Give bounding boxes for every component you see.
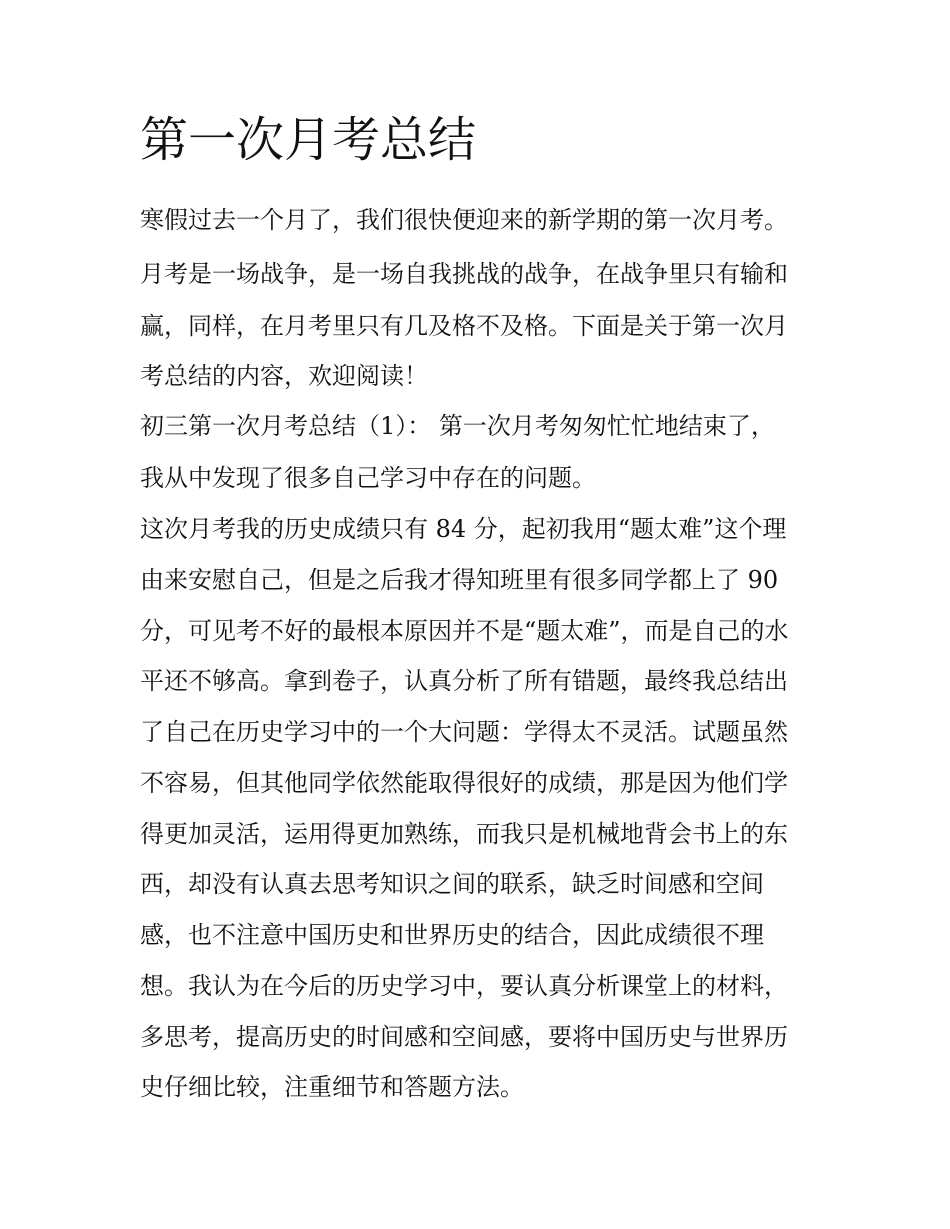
text-line: 想。我认为在今后的历史学习中，要认真分析课堂上的材料， bbox=[140, 972, 788, 1000]
text-line: 初三第一次月考总结（1）： 第一次月考匆匆忙忙地结束了， bbox=[140, 412, 775, 440]
document-title: 第一次月考总结 bbox=[140, 112, 477, 168]
text-line: 平还不够高。拿到卷子，认真分析了所有错题，最终我总结出 bbox=[140, 667, 788, 695]
text-line: 多思考，提高历史的时间感和空间感，要将中国历史与世界历 bbox=[140, 1023, 788, 1051]
text-line: 得更加灵活，运用得更加熟练，而我只是机械地背会书上的东 bbox=[140, 820, 788, 848]
text-line: 西，却没有认真去思考知识之间的联系，缺乏时间感和空间 bbox=[140, 870, 764, 898]
text-line: 感，也不注意中国历史和世界历史的结合，因此成绩很不理 bbox=[140, 921, 764, 949]
text-line: 这次月考我的历史成绩只有 84 分，起初我用“题太难”这个理 bbox=[140, 515, 787, 543]
text-line: 了自己在历史学习中的一个大问题：学得太不灵活。试题虽然 bbox=[140, 718, 788, 746]
text-line: 我从中发现了很多自己学习中存在的问题。 bbox=[140, 464, 596, 492]
text-line: 月考是一场战争，是一场自我挑战的战争，在战争里只有输和 bbox=[140, 260, 788, 288]
text-line: 赢，同样，在月考里只有几及格不及格。下面是关于第一次月 bbox=[140, 312, 788, 340]
text-line: 寒假过去一个月了，我们很快便迎来的新学期的第一次月考。 bbox=[140, 206, 788, 234]
text-line: 史仔细比较，注重细节和答题方法。 bbox=[140, 1073, 524, 1101]
text-line: 由来安慰自己，但是之后我才得知班里有很多同学都上了 90 bbox=[140, 566, 779, 594]
text-line: 不容易，但其他同学依然能取得很好的成绩，那是因为他们学 bbox=[140, 769, 788, 797]
text-line: 考总结的内容，欢迎阅读！ bbox=[140, 362, 428, 390]
text-line: 分，可见考不好的最根本原因并不是“题太难”，而是自己的水 bbox=[140, 617, 789, 645]
